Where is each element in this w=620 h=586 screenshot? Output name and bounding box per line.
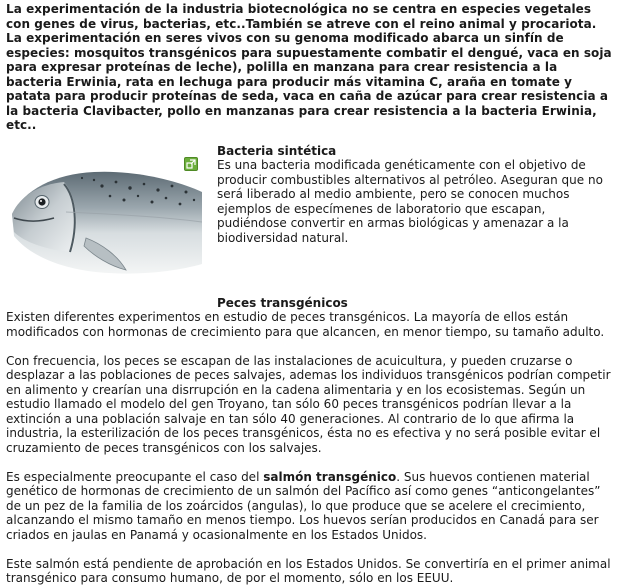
paragraph-gap — [6, 455, 616, 470]
expand-icon[interactable] — [184, 157, 198, 171]
paragraph-gap — [6, 542, 616, 557]
fish-paragraph-2: Con frecuencia, los peces se escapan de las instalaciones de acuicultura, y pueden cruzarse o desplazar a las poblaciones de peces salvajes, ademas los individuos transgénicos podrían competir en alimento y crearían una disrrupción en la cadena alimentaria y en los ecosistemas. Según un estudio llamado el modelo del gen Troyano, tan sólo 60 peces transgénicos podrían llevar a la extinción a una población salvaje en tan sólo 40 generaciones. Al contrario de lo que afirma la industria, la esterilización de los peces transgénicos, ésta no es efectiva y no será posible evitar el cruzamiento de peces transgénicos con los salvajes. — [6, 353, 611, 455]
article — [6, 2, 616, 586]
fish-paragraph-3-end: . Sus huevos contienen material genético de hormonas de crecimiento de un salmón del Pacífico así como genes “anticongelantes” de un pez de la familia de los zoárcidos (angulas), lo que produce que se acelere el crecimiento, alcanzando el mismo tamaño en menos tiempo. Los huevos serían producidos en Canadá para ser criados en jaulas en Panamá y ocasionalmente en los Estados Unidos. — [6, 469, 601, 542]
fish-paragraph-3-start: Es especialmente preocupante el caso del — [6, 469, 264, 484]
bacteria-paragraph: Es una bacteria modificada genéticamente con el objetivo de producir combustibles alternativos al petróleo. Asegur​an que no será liberado al medio ambiente, pero se conocen muchos ejemplos de especímenes de laboratorio que escapan, pudiéndose convertir en armas biológicas y amenazar a la biodiversidad natural. — [217, 158, 603, 245]
paragraph-gap — [6, 339, 616, 354]
intro-paragraph: La experimentación de la industria biotecnológica no se centra en especies vegetales con genes de virus, bacterias, etc..También se atreve con el reino animal y procariota. La experimentación en seres vivos con su genoma modificado abarca un sinfín de especies: mosquitos transgénicos para supuestamente combatir el dengué, vaca en soja para expresar proteínas de leche), polilla en manzana para crear resistencia a la bacteria Erwinia, rata en lechuga para producir más vitamina C, araña en tomate y patata para producir proteínas de seda, vaca en caña de azúcar para crear resistencia a la bacteria Clavibacter, pollo en manzanas para crear resistencia a la bacteria Erwinia, etc.. — [6, 2, 612, 132]
fish-title: Peces transgénicos — [217, 295, 348, 310]
bacteria-text-block — [217, 144, 616, 246]
fish-paragraph-3 — [6, 470, 616, 543]
fish-section — [6, 296, 616, 586]
bacteria-section — [6, 144, 616, 277]
salmon-highlight: salmón transgénico — [263, 469, 397, 484]
bacteria-title: Bacteria sintética — [217, 143, 337, 158]
fish-paragraph-1: Existen diferentes experimentos en estudio de peces transgénicos. La mayoría de ellos están modificados con hormonas de crecimiento para que alcancen, en menor tiempo, su tamaño adulto. — [6, 310, 605, 339]
salmon-photo — [6, 152, 202, 277]
fish-paragraph-4: Este salmón está pendiente de aprobación en los Estados Unidos. Se convertiría en el primer animal transgénico para consumo humano, de por el momento, sólo en los EEUU. — [6, 556, 611, 585]
